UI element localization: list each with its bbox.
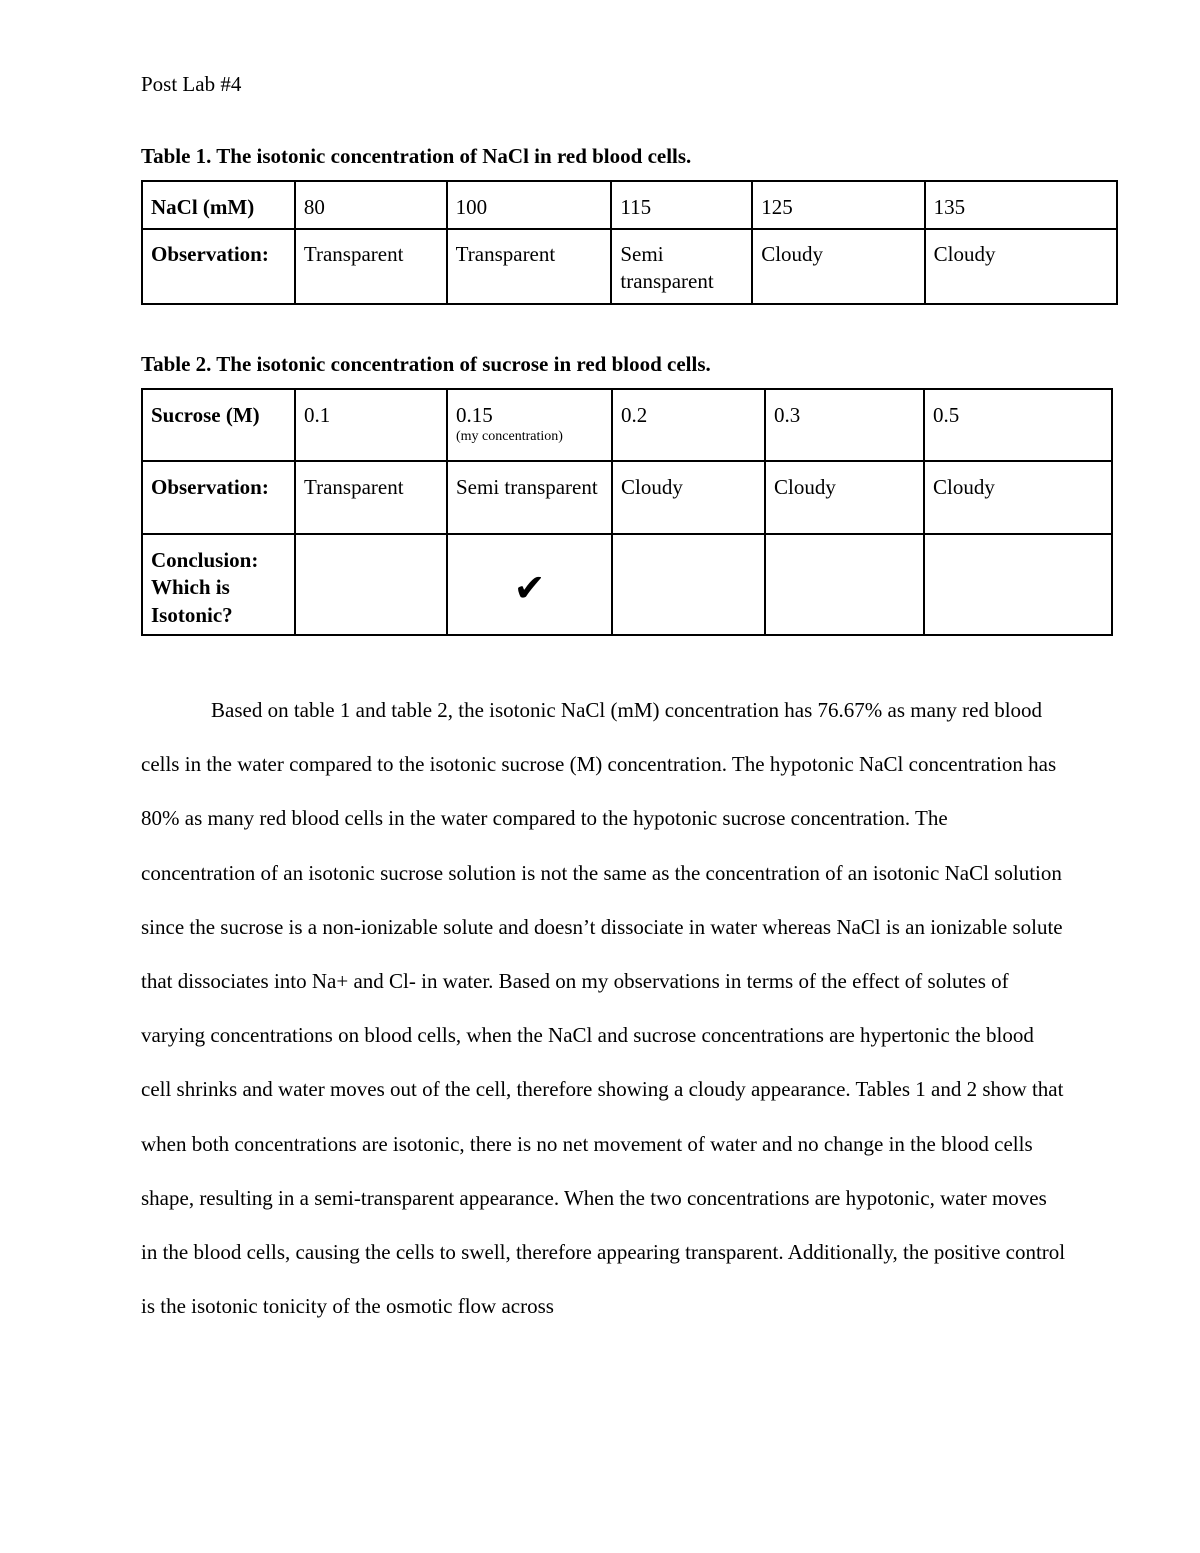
row-header-observation: Observation: bbox=[142, 229, 295, 304]
conclusion-cell bbox=[924, 534, 1112, 635]
conclusion-cell bbox=[295, 534, 447, 635]
observation-cell: Cloudy bbox=[612, 461, 765, 534]
observation-cell: Transparent bbox=[447, 229, 612, 304]
concentration-note: (my concentration) bbox=[456, 429, 563, 445]
row-header-conclusion: Conclusion: Which is Isotonic? bbox=[142, 534, 295, 635]
table-row bbox=[142, 461, 1112, 534]
conclusion-cell bbox=[765, 534, 924, 635]
observation-cell: Semi transparent bbox=[611, 229, 752, 304]
sucrose-value-cell bbox=[447, 389, 612, 461]
body-paragraph: Based on table 1 and table 2, the isotonic NaCl (mM) concentration has 76.67% as many red blood cells in the water compared to the isotonic sucrose (M) concentration. The hypotonic NaCl concentration has 80% as many red blood cells in the water compared to the hypotonic sucrose concentration. The concentration of an isotonic sucrose solution is not the same as the concentration of an isotonic NaCl solution since the sucrose is a non-ionizable solute and doesn’t dissociate in water whereas NaCl is an ionizable solute that dissociates into Na+ and Cl- in water. Based on my observations in terms of the effect of solutes of varying concentrations on blood cells, when the NaCl and sucrose concentrations are hypertonic the blood cell shrinks and water moves out of the cell, therefore showing a cloudy appearance. Tables 1 and 2 show that when both concentrations are isotonic, there is no net movement of water and no change in the blood cells shape, resulting in a semi-transparent appearance. When the two concentrations are hypotonic, water moves in the blood cells, causing the cells to swell, therefore appearing transparent. Additionally, the positive control is the isotonic tonicity of the osmotic flow across bbox=[141, 698, 1066, 1319]
table2-sucrose bbox=[141, 388, 1113, 636]
table2-caption: Table 2. The isotonic concentration of sucrose in red blood cells. bbox=[141, 352, 711, 376]
observation-cell: Cloudy bbox=[925, 229, 1117, 304]
sucrose-value: 0.15 bbox=[456, 403, 493, 427]
sucrose-value-cell: 0.5 bbox=[924, 389, 1112, 461]
table-row bbox=[142, 534, 1112, 635]
table1-caption: Table 1. The isotonic concentration of NaCl in red blood cells. bbox=[141, 144, 692, 168]
sucrose-value-cell: 0.1 bbox=[295, 389, 447, 461]
row-header-observation: Observation: bbox=[142, 461, 295, 534]
checkmark-icon: ✔ bbox=[513, 565, 546, 610]
sucrose-value-cell: 0.2 bbox=[612, 389, 765, 461]
conclusion-cell bbox=[612, 534, 765, 635]
observation-cell: Transparent bbox=[295, 461, 447, 534]
table1-nacl bbox=[141, 180, 1118, 305]
observation-cell: Semi transparent bbox=[447, 461, 612, 534]
observation-cell: Cloudy bbox=[765, 461, 924, 534]
nacl-value-cell: 125 bbox=[752, 181, 924, 229]
row-header-sucrose: Sucrose (M) bbox=[142, 389, 295, 461]
sucrose-value-cell: 0.3 bbox=[765, 389, 924, 461]
nacl-value-cell: 80 bbox=[295, 181, 447, 229]
observation-cell: Cloudy bbox=[924, 461, 1112, 534]
nacl-value-cell: 115 bbox=[611, 181, 752, 229]
nacl-value-cell: 135 bbox=[925, 181, 1117, 229]
table-row bbox=[142, 181, 1117, 229]
observation-cell: Cloudy bbox=[752, 229, 924, 304]
table-row bbox=[142, 229, 1117, 304]
observation-cell: Transparent bbox=[295, 229, 447, 304]
nacl-value-cell: 100 bbox=[447, 181, 612, 229]
table-row bbox=[142, 389, 1112, 461]
row-header-nacl: NaCl (mM) bbox=[142, 181, 295, 229]
conclusion-cell bbox=[447, 534, 612, 635]
document-header: Post Lab #4 bbox=[141, 72, 242, 96]
